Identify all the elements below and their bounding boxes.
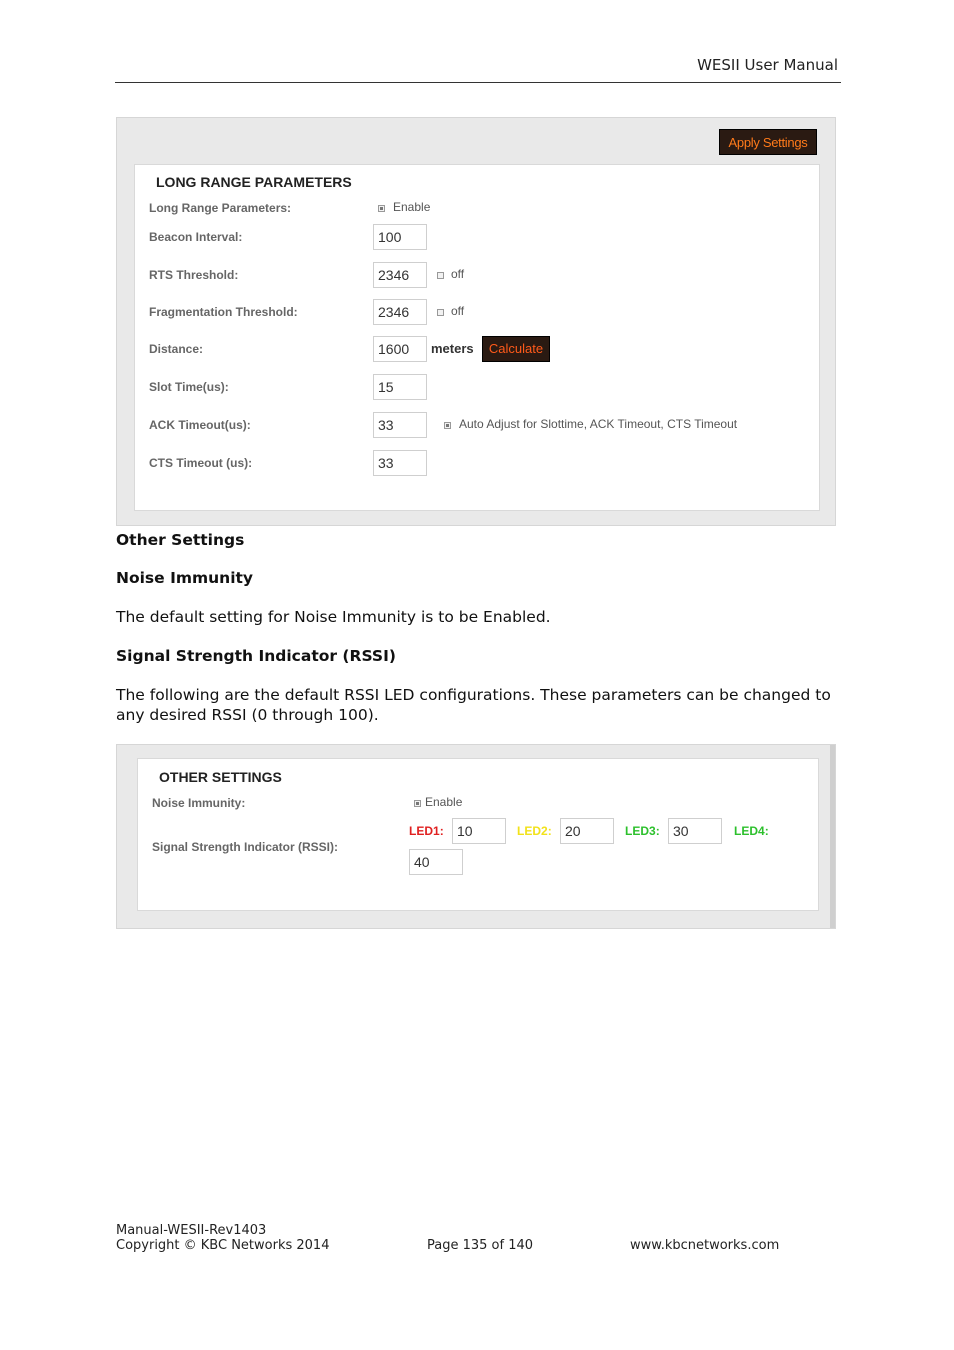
apply-settings-button[interactable]: Apply Settings xyxy=(719,129,817,155)
paragraph-rssi: The following are the default RSSI LED configurations. These parameters can be changed to any desired RSSI (0 through 100). xyxy=(116,686,831,724)
long-range-enable-checkbox[interactable] xyxy=(378,205,385,212)
beacon-interval-label: Beacon Interval: xyxy=(149,230,243,244)
noise-immunity-enable-label: Enable xyxy=(425,795,463,809)
slot-time-input[interactable]: 15 xyxy=(373,374,427,400)
led1-label: LED1: xyxy=(409,824,444,838)
section-title-rssi: Signal Strength Indicator (RSSI) xyxy=(116,647,396,665)
other-settings-heading: OTHER SETTINGS xyxy=(159,769,282,785)
rts-threshold-input[interactable]: 2346 xyxy=(373,262,427,288)
section-title-noise-immunity: Noise Immunity xyxy=(116,569,254,587)
rts-threshold-label: RTS Threshold: xyxy=(149,268,239,282)
led3-label: LED3: xyxy=(625,824,660,838)
footer-page-number: Page 135 of 140 xyxy=(427,1238,534,1253)
long-range-heading: LONG RANGE PARAMETERS xyxy=(156,174,352,190)
long-range-panel xyxy=(134,164,820,511)
distance-input[interactable]: 1600 xyxy=(373,336,427,362)
footer-doc-id: Manual-WESII-Rev1403 xyxy=(116,1223,267,1238)
document-header-title: WESII User Manual xyxy=(697,56,838,74)
cts-timeout-label: CTS Timeout (us): xyxy=(149,456,253,470)
section-title-other-settings: Other Settings xyxy=(116,531,245,549)
long-range-label: Long Range Parameters: xyxy=(149,201,292,215)
led2-input[interactable]: 20 xyxy=(560,818,614,844)
auto-adjust-checkbox[interactable] xyxy=(444,422,451,429)
rts-off-label: off xyxy=(451,267,465,281)
distance-label: Distance: xyxy=(149,342,204,356)
slot-time-label: Slot Time(us): xyxy=(149,380,229,394)
beacon-interval-input[interactable]: 100 xyxy=(373,224,427,250)
paragraph-noise-immunity: The default setting for Noise Immunity is to be Enabled. xyxy=(116,608,551,626)
led2-label: LED2: xyxy=(517,824,552,838)
rssi-label: Signal Strength Indicator (RSSI): xyxy=(152,840,339,854)
long-range-screenshot xyxy=(116,117,836,526)
fragmentation-threshold-label: Fragmentation Threshold: xyxy=(149,305,298,319)
distance-unit: meters xyxy=(431,341,474,356)
noise-immunity-label: Noise Immunity: xyxy=(152,796,246,810)
calculate-button[interactable]: Calculate xyxy=(482,336,550,362)
fragmentation-off-checkbox[interactable] xyxy=(437,309,444,316)
led4-label-text: LED4 xyxy=(734,824,765,838)
noise-immunity-enable-checkbox[interactable] xyxy=(414,800,421,807)
led4-input[interactable]: 40 xyxy=(409,849,463,875)
cts-timeout-input[interactable]: 33 xyxy=(373,450,427,476)
fragmentation-threshold-input[interactable]: 2346 xyxy=(373,299,427,325)
other-settings-screenshot xyxy=(116,744,836,929)
screenshot-scroll-edge xyxy=(830,745,835,928)
led2-label-text: LED2 xyxy=(517,824,548,838)
led3-input[interactable]: 30 xyxy=(668,818,722,844)
rts-off-checkbox[interactable] xyxy=(437,272,444,279)
long-range-enable-label: Enable xyxy=(393,200,431,214)
footer-website-link[interactable]: www.kbcnetworks.com xyxy=(630,1238,780,1253)
fragmentation-off-label: off xyxy=(451,304,465,318)
led4-label: LED4: xyxy=(734,824,769,838)
led1-input[interactable]: 10 xyxy=(452,818,506,844)
ack-timeout-input[interactable]: 33 xyxy=(373,412,427,438)
led1-label-text: LED1 xyxy=(409,824,440,838)
header-divider xyxy=(115,82,841,83)
other-settings-panel xyxy=(137,758,819,911)
footer-copyright: Copyright © KBC Networks 2014 xyxy=(116,1238,330,1253)
auto-adjust-label: Auto Adjust for Slottime, ACK Timeout, CTS Timeout xyxy=(459,417,738,431)
ack-timeout-label: ACK Timeout(us): xyxy=(149,418,251,432)
led3-label-text: LED3 xyxy=(625,824,656,838)
